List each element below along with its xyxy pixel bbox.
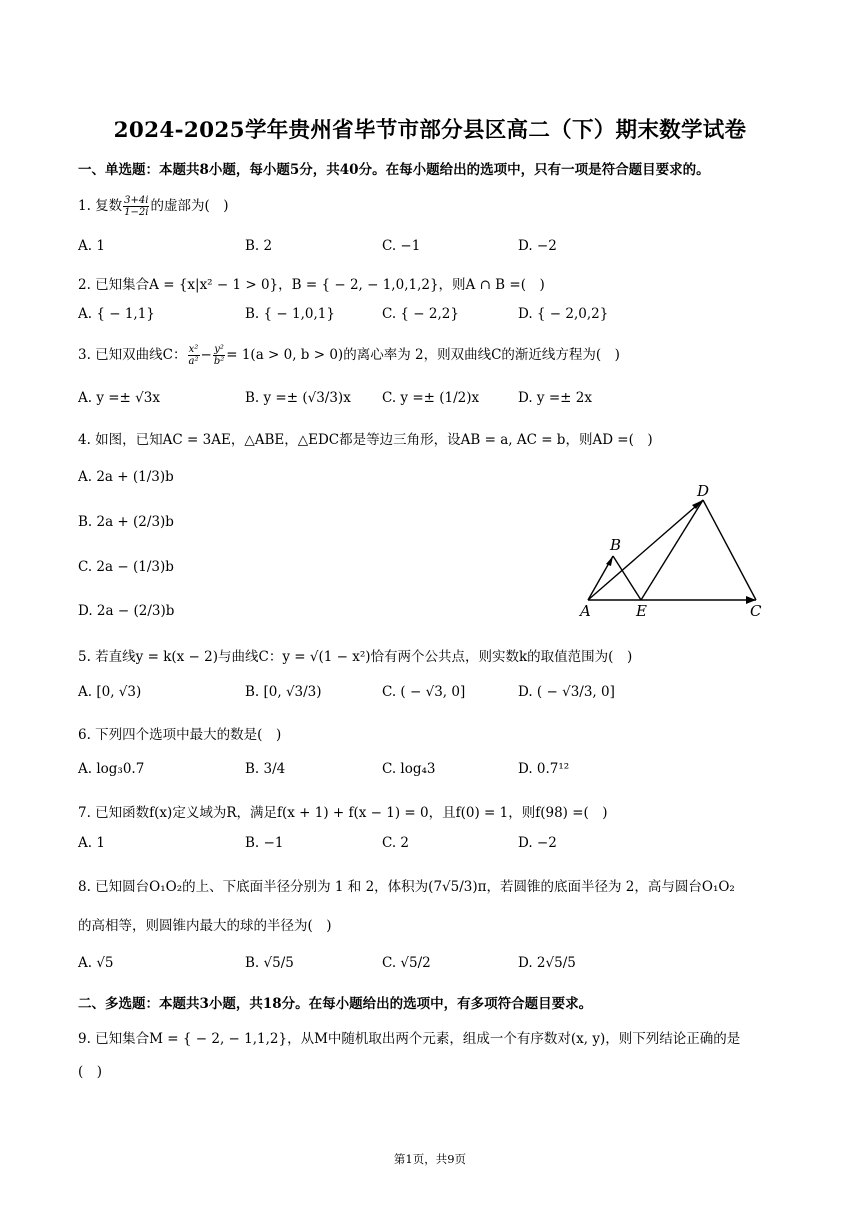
- q5-option-c: C. ( − √3, 0]: [382, 684, 466, 700]
- question-5: 5. 若直线y = k(x − 2)与曲线C：y = √(1 − x²)恰有两个公共点，则实数k的取值范围为( ): [78, 649, 633, 665]
- q4-option-c: C. 2a − (1/3)b: [78, 559, 174, 575]
- question-2: 2. 已知集合A = {x|x² − 1 > 0}，B = { − 2, − 1,0,1,2}，则A ∩ B =( ): [78, 277, 545, 293]
- arrowhead-b: [606, 556, 613, 566]
- segment-be: [613, 556, 641, 600]
- q2-option-b: B. { − 1,0,1}: [245, 306, 335, 322]
- segment-dc: [703, 500, 756, 600]
- section-single-choice: 一、单选题：本题共8小题，每小题5分，共40分。在每小题给出的选项中，只有一项是符合题目要求的。: [78, 162, 710, 178]
- q8-option-b: B. √5/5: [245, 955, 294, 971]
- q1-option-c: C. −1: [382, 238, 421, 254]
- q4-option-b: B. 2a + (2/3)b: [78, 514, 174, 530]
- q4-option-a: A. 2a + (1/3)b: [78, 469, 174, 485]
- page-title: 2024-2025学年贵州省毕节市部分县区高二（下）期末数学试卷: [113, 118, 747, 143]
- q8-option-c: C. √5/2: [382, 955, 431, 971]
- segment-ed: [641, 500, 703, 600]
- question-9-line-2: ( ): [78, 1064, 103, 1080]
- label-a: A: [580, 602, 591, 620]
- q7-option-c: C. 2: [382, 835, 410, 851]
- question-7: 7. 已知函数f(x)定义域为R，满足f(x + 1) + f(x − 1) = 0，且f(0) = 1，则f(98) =( ): [78, 805, 608, 821]
- question-9-line-1: 9. 已知集合M = { − 2, − 1,1,2}，从M中随机取出两个元素，组成一个有序数对(x, y)，则下列结论正确的是: [78, 1031, 741, 1047]
- section-multiple-choice: 二、多选题：本题共3小题，共18分。在每小题给出的选项中，有多项符合题目要求。: [78, 996, 593, 1012]
- q2-option-c: C. { − 2,2}: [382, 306, 459, 322]
- label-d: D: [697, 482, 710, 500]
- q6-option-d: D. 0.7¹²: [518, 761, 570, 777]
- q6-option-a: A. log₃0.7: [78, 761, 145, 777]
- q2-option-a: A. { − 1,1}: [78, 306, 155, 322]
- q1-option-a: A. 1: [78, 238, 105, 254]
- q5-option-d: D. ( − √3/3, 0]: [518, 684, 615, 700]
- q7-option-b: B. −1: [245, 835, 284, 851]
- question-3: 3. 已知双曲线C： $\frac{\text{x²}}{\text{a²}}$ − $\frac{\text{y²}}{\text{b²}}$ = 1(a > 0, b > 0)的离心率为 2，则双曲线C的渐近线方程为( ): [78, 344, 620, 367]
- q7-option-a: A. 1: [78, 835, 105, 851]
- question-1: 1. 复数 $\frac{3+4i}{1-2i}$ 的虚部为( ): [78, 195, 229, 218]
- q3-option-c: C. y =± (1/2)x: [382, 390, 480, 406]
- segment-ad: [588, 500, 703, 600]
- label-b: B: [610, 536, 622, 554]
- q1-option-d: D. −2: [518, 238, 557, 254]
- q8-option-a: A. √5: [78, 955, 114, 971]
- q3-option-a: A. y =± √3x: [78, 390, 160, 406]
- question-6: 6. 下列四个选项中最大的数是( ): [78, 727, 282, 743]
- q2-option-d: D. { − 2,0,2}: [518, 306, 609, 322]
- q3-option-d: D. y =± 2x: [518, 390, 592, 406]
- q6-option-b: B. 3/4: [245, 761, 286, 777]
- triangle-figure: [570, 478, 780, 622]
- q4-option-d: D. 2a − (2/3)b: [78, 603, 175, 619]
- q6-option-c: C. log₄3: [382, 761, 436, 777]
- q1-option-b: B. 2: [245, 238, 273, 254]
- q8-option-d: D. 2√5/5: [518, 955, 576, 971]
- q3-option-b: B. y =± (√3/3)x: [245, 390, 351, 406]
- label-c: C: [750, 602, 762, 620]
- q5-option-a: A. [0, √3): [78, 684, 142, 700]
- question-8-line-2: 的高相等，则圆锥内最大的球的半径为( ): [78, 918, 332, 934]
- question-4: 4. 如图，已知AC = 3AE，△ABE，△EDC都是等边三角形，设AB = a, AC = b，则AD =( ): [78, 432, 653, 448]
- q5-option-b: B. [0, √3/3): [245, 684, 322, 700]
- q7-option-d: D. −2: [518, 835, 557, 851]
- page-footer: 第1页，共9页: [393, 1152, 467, 1166]
- question-8-line-1: 8. 已知圆台O₁O₂的上、下底面半径分别为 1 和 2，体积为(7√5/3)π，若圆锥的底面半径为 2，高与圆台O₁O₂: [78, 879, 735, 895]
- label-e: E: [636, 602, 647, 620]
